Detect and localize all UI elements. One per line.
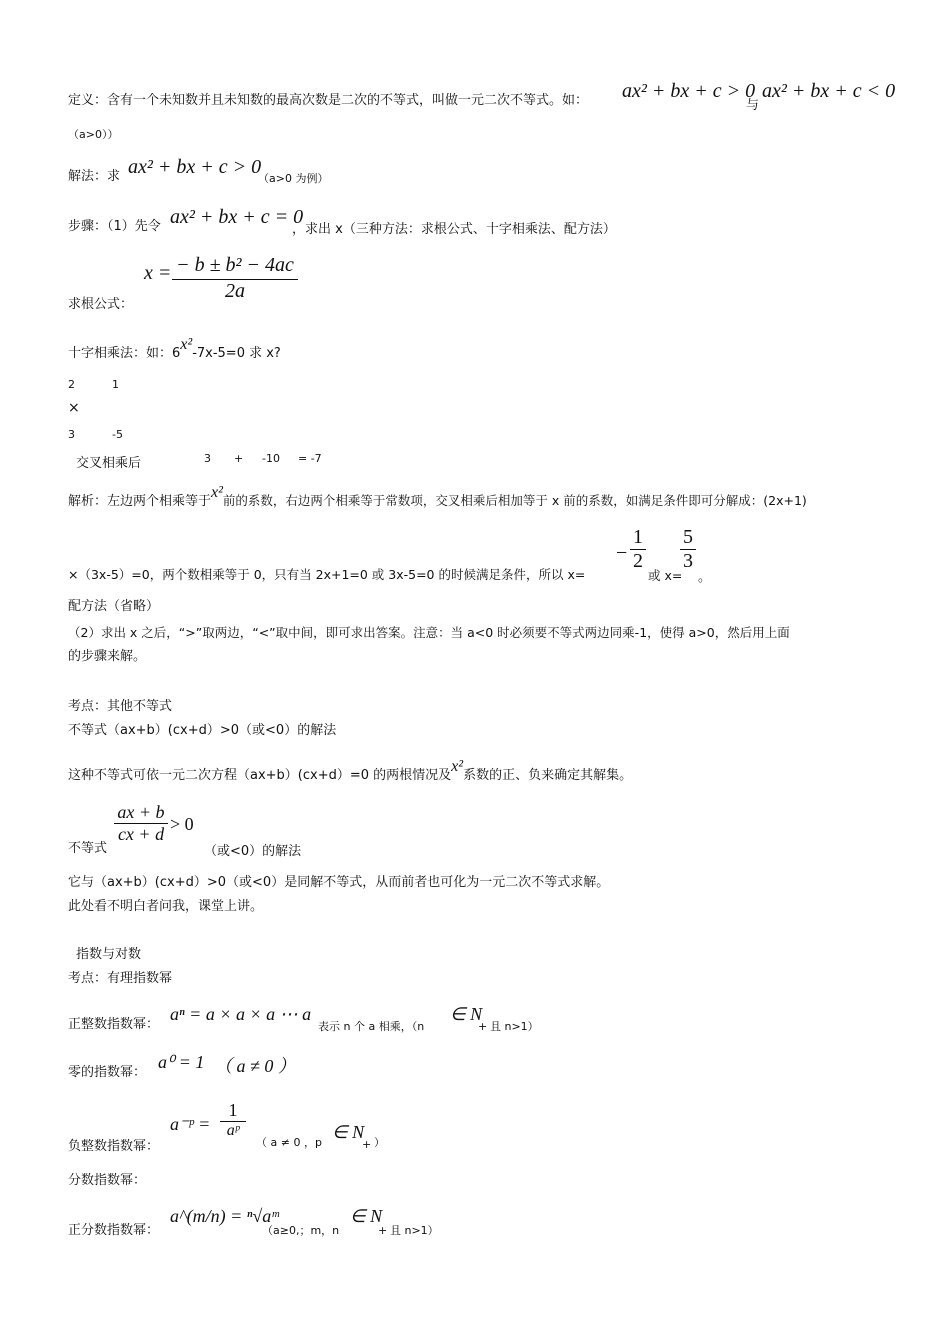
cross-result-4: = -7 — [298, 452, 322, 465]
negative-in-n: ∈ N — [332, 1122, 365, 1142]
steps-label: 步骤：（1）先令 — [68, 219, 161, 234]
analysis-line1-prefix: 解析：左边两个相乘等于 — [68, 494, 212, 509]
other-fraction — [114, 802, 168, 845]
other-frac-label: 不等式 — [68, 841, 108, 856]
definition-label: 定义：含有一个未知数并且未知数的最高次数是二次的不等式，叫做一元二次不等式。如： — [68, 93, 589, 108]
definition-formula-lt: ax² + bx + c < 0 — [762, 80, 896, 102]
negative-fraction — [220, 1100, 246, 1140]
definition-line — [68, 92, 588, 110]
quadratic-numerator: − b ± b² − 4ac — [172, 254, 298, 280]
definition-condition: （a>0）） — [68, 128, 119, 141]
other-line3: 它与（ax+b）(cx+d）>0（或<0）是同解不等式，从而前者也可化为一元二次不等式求解。 — [68, 875, 610, 890]
positive-frac-label: 正分数指数幂： — [68, 1223, 160, 1238]
steps-formula: ax² + bx + c = 0 — [170, 206, 304, 228]
cross-title-suffix: -7x-5=0 求 x? — [192, 346, 281, 361]
analysis-root1 — [630, 526, 646, 573]
cross-row1-right: 1 — [112, 378, 119, 391]
solution-formula: ax² + bx + c > 0 — [128, 156, 262, 178]
positive-frac-in-n: ∈ N — [350, 1206, 383, 1226]
analysis-root2-num: 5 — [680, 526, 696, 550]
cross-row2-left: 3 — [68, 428, 75, 441]
zero-cond: （ a ≠ 0 ） — [214, 1056, 296, 1076]
positive-in-n: ∈ N — [450, 1004, 483, 1024]
analysis-root2 — [680, 526, 696, 573]
cross-x2: x² — [180, 336, 193, 353]
other-line1: 不等式（ax+b）(cx+d）>0（或<0）的解法 — [68, 723, 337, 738]
cross-result-2: + — [234, 452, 244, 465]
positive-desc: 表示 n 个 a 相乘，（n — [318, 1020, 425, 1033]
quadratic-label: 求根公式： — [68, 297, 134, 312]
positive-frac-tail: 且 n>1） — [390, 1224, 439, 1237]
positive-frac-formula: a^(m/n) = ⁿ√aᵐ — [170, 1206, 279, 1226]
other-frac-num: ax + b — [114, 802, 168, 824]
quadratic-lhs: x = — [144, 262, 172, 284]
definition-formula-gt: ax² + bx + c > 0 — [622, 80, 756, 102]
cross-row2-right: -5 — [112, 428, 123, 441]
analysis-x2: x² — [211, 484, 223, 501]
analysis-root2-den: 3 — [683, 550, 693, 572]
analysis-end: 。 — [698, 570, 712, 585]
negative-plus: + — [362, 1138, 372, 1151]
other-frac-den: cx + d — [117, 824, 165, 844]
other-line2-prefix: 这种不等式可依一元二次方程（ax+b）(cx+d）=0 的两根情况及 — [68, 768, 452, 783]
positive-plus: + — [478, 1020, 488, 1033]
quadratic-denominator: 2a — [225, 280, 245, 302]
negative-tail: ） — [374, 1136, 385, 1149]
positive-label: 正整数指数幂： — [68, 1017, 160, 1032]
quadratic-fraction — [172, 254, 298, 303]
analysis-line2: ×（3x-5）=0，两个数相乘等于 0，只有当 2x+1=0 或 3x-5=0 的时候满足条件，所以 x= — [68, 567, 586, 582]
negative-lhs: a⁻ᵖ = — [170, 1114, 211, 1134]
positive-tail: 且 n>1） — [490, 1020, 539, 1033]
analysis-root1-num: 1 — [630, 526, 646, 550]
cross-result-3: -10 — [262, 452, 280, 465]
other-frac-note: （或<0）的解法 — [204, 844, 302, 859]
other-title: 考点：其他不等式 — [68, 699, 173, 714]
positive-frac-cond: （a≥0,；m，n — [262, 1224, 340, 1237]
definition-connector: 与 — [746, 98, 760, 113]
negative-cond: （ a ≠ 0 ，p — [256, 1136, 322, 1149]
cross-result-label: 交叉相乘后 — [76, 456, 142, 471]
exponents-topic: 考点：有理指数幂 — [68, 971, 173, 986]
solution-note: （a>0 为例） — [258, 172, 329, 185]
analysis-root1-den: 2 — [633, 550, 643, 572]
other-x2: x² — [451, 758, 464, 775]
positive-frac-plus: + — [378, 1224, 388, 1237]
solution-label: 解法：求 — [68, 169, 121, 184]
step2-line2: 的步骤来解。 — [68, 649, 147, 664]
other-frac-rel: > 0 — [170, 814, 194, 834]
cross-title-prefix: 十字相乘法：如：6 — [68, 346, 181, 361]
cross-times: × — [68, 400, 80, 416]
negative-label: 负整数指数幂： — [68, 1139, 160, 1154]
zero-formula: a⁰ = 1 — [158, 1052, 205, 1072]
other-line2-suffix: 系数的正、负来确定其解集。 — [463, 768, 633, 783]
analysis-line1 — [68, 484, 807, 511]
cross-title — [68, 336, 281, 363]
zero-label: 零的指数幂： — [68, 1065, 147, 1080]
positive-formula: aⁿ = a × a × a ⋯ a — [170, 1004, 312, 1024]
exponents-heading: 指数与对数 — [76, 947, 142, 962]
negative-num: 1 — [220, 1100, 246, 1122]
fraction-label: 分数指数幂： — [68, 1173, 147, 1188]
cross-result-1: 3 — [204, 452, 211, 465]
step2-line1: （2）求出 x 之后，“>”取两边，“<”取中间，即可求出答案。注意：当 a<0 时必须要不等式两边同乘-1，使得 a>0，然后用上面 — [68, 625, 790, 640]
analysis-root1-sign: − — [616, 542, 628, 564]
negative-den: aᵖ — [226, 1122, 240, 1139]
cross-row1-left: 2 — [68, 378, 75, 391]
other-line4: 此处看不明白者问我，课堂上讲。 — [68, 899, 264, 914]
completing-square: 配方法（省略） — [68, 599, 160, 614]
analysis-line1-suffix: 前的系数，右边两个相乘等于常数项，交叉相乘后相加等于 x 前的系数，如满足条件即可分解成：(2x+1) — [222, 493, 807, 508]
analysis-or: 或 x= — [648, 568, 683, 583]
steps-text: ，求出 x（三种方法：求根公式、十字相乘法、配方法） — [292, 222, 616, 237]
other-line2 — [68, 758, 633, 785]
